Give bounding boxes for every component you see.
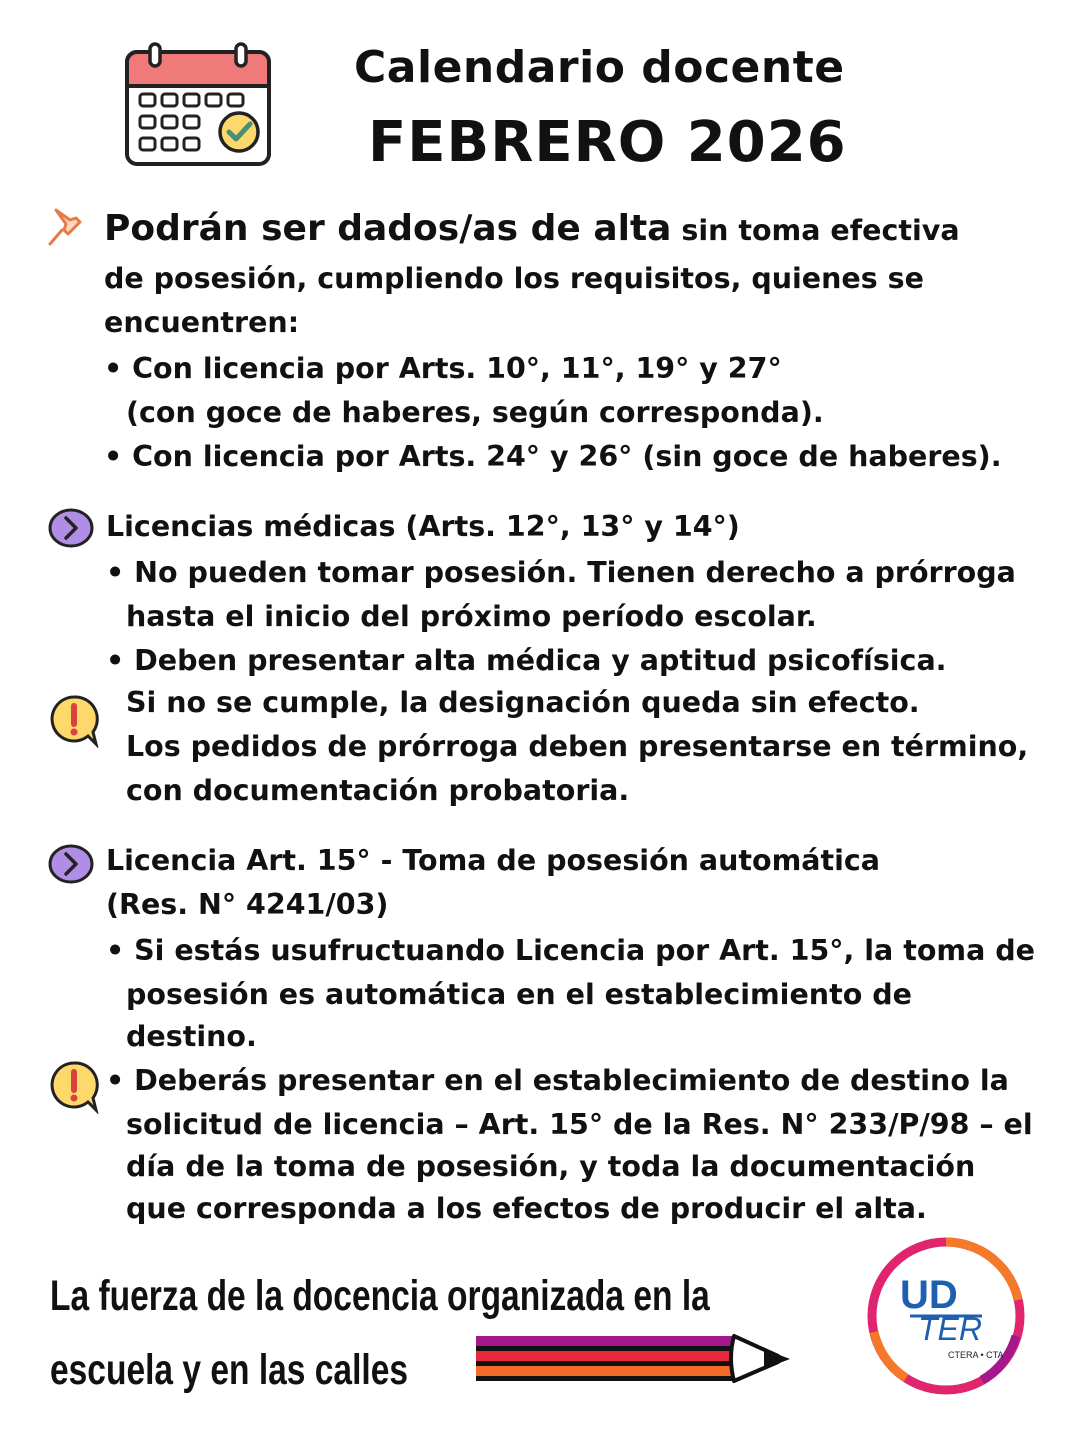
alta-bullet-1-arts: Arts. 10°, 11°, 19° y 27° [398,352,782,385]
pushpin-icon [46,206,86,250]
medicas-line-3: • Deben presentar alta médica y aptitud psicofísica. [106,644,947,677]
slogan-line-2: escuela y en las calles [50,1346,409,1394]
calendar-check-icon [124,42,274,168]
alta-bullet-2-licencia: licencia [202,440,325,473]
alta-line-2: de posesión, cumpliendo los requisitos, quienes se [104,262,924,295]
medicas-line-2: hasta el inicio del próximo período escolar. [126,600,817,633]
art15-line-1: • Si estás usufructuando Licencia por Art. 15°, la toma de [106,934,1035,967]
medicas-heading: Licencias médicas (Arts. 12°, 13° y 14°) [106,510,740,543]
page-subtitle-month: FEBRERO 2026 [368,110,847,175]
medicas-line-4: Si no se cumple, la designación queda sin efecto. [126,686,920,719]
alta-bullet-2: • Con licencia por Arts. 24° y 26° (sin goce de haberes). [104,440,1002,473]
art15-heading-ref: (Res. N° 4241/03) [106,888,389,921]
alta-lead-rest: sin toma efectiva [671,214,960,247]
exclamation-bubble-icon [48,1060,100,1114]
medicas-line-6: con documentación probatoria. [126,774,630,807]
art15-line-2: posesión es automática en el establecimiento de [126,978,912,1011]
medicas-line-1: • No pueden tomar posesión. Tienen derecho a prórroga [106,556,1016,589]
alta-line-3: encuentren: [104,306,300,339]
art15-heading: Licencia Art. 15° - Toma de posesión automática [106,844,881,877]
page-title: Calendario docente [354,42,845,93]
alta-bullet-1: • Con licencia por Arts. 10°, 11°, 19° y 27° [104,352,782,385]
logo-caption: CTERA • CTA [948,1350,1004,1360]
udter-logo [866,1236,1026,1396]
alta-bullet-1-licencia: licencia [202,352,325,385]
exclamation-bubble-icon [48,694,100,748]
slogan-line-1: La fuerza de la docencia organizada en la [50,1272,710,1320]
art15-line-3: destino. [126,1020,257,1053]
logo-ter-text: TER [918,1311,982,1347]
logo-ud-text: UD [900,1273,958,1317]
art15-line-6: día de la toma de posesión, y toda la documentación [126,1150,976,1183]
chevron-right-circle-icon [48,844,94,884]
alta-lead-line [104,208,960,249]
art15-line-5: solicitud de licencia – Art. 15° de la Res. N° 233/P/98 – el [126,1108,1033,1141]
medicas-line-5: Los pedidos de prórroga deben presentarse en término, [126,730,1029,763]
alta-lead-bold: Podrán ser dados/as de alta [104,208,672,249]
art15-line-4: • Deberás presentar en el establecimiento de destino la [106,1064,1009,1097]
alta-bullet-2-arts: Arts. 24° y 26° [398,440,633,473]
pencil-icon [476,1332,796,1392]
alta-bullet-1-cont: (con goce de haberes, según corresponda). [126,396,824,429]
art15-line-7: que corresponda a los efectos de producir el alta. [126,1192,927,1225]
chevron-right-circle-icon [48,508,94,548]
